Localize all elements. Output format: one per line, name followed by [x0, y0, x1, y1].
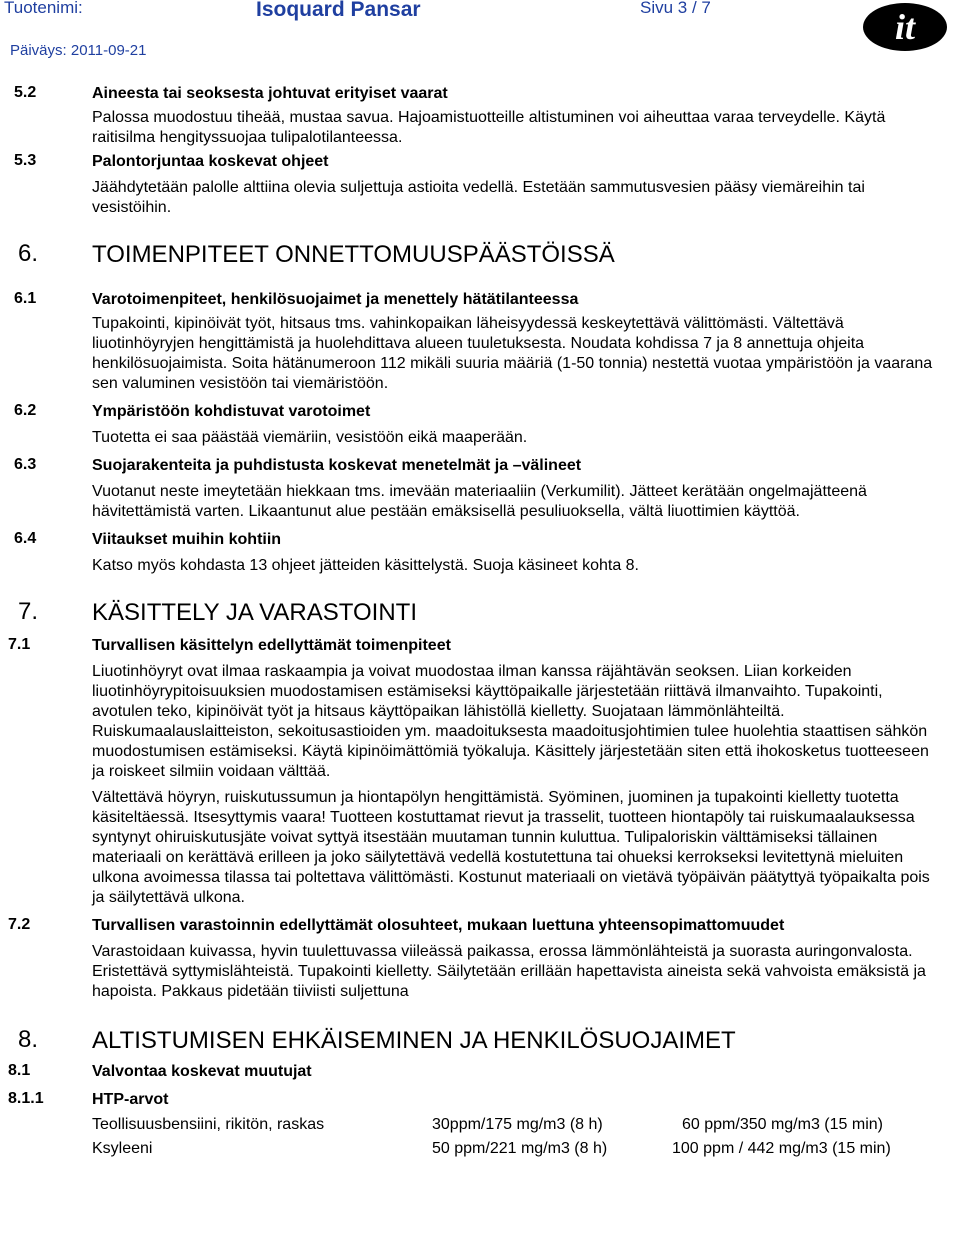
- section-6-3: [0, 456, 960, 522]
- section-number: 8.1.1: [8, 1090, 44, 1107]
- section-7-2: [0, 916, 960, 1002]
- section-number: 6.4: [14, 530, 37, 547]
- section-number: 6.2: [14, 402, 37, 419]
- section-title: Aineesta tai seoksesta johtuvat erityiset vaarat: [92, 85, 448, 102]
- chapter-title: ALTISTUMISEN EHKÄISEMINEN JA HENKILÖSUOJAIMET: [92, 1027, 736, 1054]
- section-5-3: [0, 152, 960, 218]
- section-title: Turvallisen varastoinnin edellyttämät olosuhteet, mukaan luettuna yhteensopimattomuudet: [92, 917, 785, 934]
- section-text: Tupakointi, kipinöivät työt, hitsaus tms. vahinkopaikan läheisyydessä keskeytettävä välittömästi. Vältettävä liuotinhöyryjen hengittämistä ja huolehdittava alueen tuuletuksesta. Noudata kohdissa 7 ja 8 annettuja ohjeita henkilösuojaimista. Soita hätänumeroon 112 mikäli suuria määriä (1-50 tonnia) nestettä vuotaa ympäristöön ja vaarana sen valuminen vesistöön tai viemäristöön.: [92, 315, 933, 392]
- section-8-1: [0, 1062, 960, 1082]
- section-title: Suojarakenteita ja puhdistusta koskevat menetelmät ja –välineet: [92, 457, 582, 474]
- section-title: Valvontaa koskevat muutujat: [92, 1063, 312, 1080]
- section-title: Turvallisen käsittelyn edellyttämät toimenpiteet: [92, 637, 451, 654]
- chapter-title: KÄSITTELY JA VARASTOINTI: [92, 599, 417, 626]
- section-text: Jäähdytetään palolle alttiina olevia suljettuja astioita vedellä. Estetään sammutusvesien pääsy viemäreihin tai vesistöihin.: [92, 179, 865, 216]
- substance-name: Teollisuusbensiini, rikitön, raskas: [92, 1116, 325, 1133]
- section-number: 5.3: [14, 152, 37, 169]
- section-8-1-1: [0, 1090, 960, 1164]
- section-text: Katso myös kohdasta 13 ohjeet jätteiden käsittelystä. Suoja käsineet kohta 8.: [92, 557, 639, 574]
- chapter-number: 7.: [18, 598, 39, 625]
- section-7-1: [0, 636, 960, 908]
- section-title: HTP-arvot: [92, 1091, 169, 1108]
- page-number: Sivu 3 / 7: [640, 0, 711, 17]
- htp-table-row: [92, 1116, 932, 1140]
- document-date: Päiväys: 2011-09-21: [10, 42, 147, 59]
- section-text-2: Vältettävä höyryn, ruiskutussumun ja hiontapölyn hengittämistä. Syöminen, juominen ja tupakointi kielletty tuotetta käsiteltäessä. Itsesyttymis vaara! Tuotteen kostuttamat rievut ja trasselit, tuotteen hiontapöly tai ruiskumaalauksessa syntynyt ohiruiskutusjäte voivat syttyä itsestään muutaman tunnin kuluttua. Tulipaloriskin välttämiseksi tällainen materiaali on kerättävä erilleen ja joko säilytettävä vedellä kostutettuna tai ohueksi kerrokseksi levitettynä mieluiten ulkona avoimessa tilassa tai poltettava välittömästi. Kostunut materiaali on vietävä työpäivän päätyttyä työpaikalta pois ja säilytettävä ulkona.: [92, 789, 930, 906]
- section-text: Varastoidaan kuivassa, hyvin tuulettuvassa viileässä paikassa, erossa lämmönlähteistä ja suorasta auringonvalosta. Eristettävä syttymislähteistä. Tupakointi kielletty. Säilytetään erillään hapettavista aineista sekä vahvoista emäksistä ja hapoista. Pakkaus pidetään tiiviisti suljettuna: [92, 943, 926, 1000]
- it-logo: [862, 2, 948, 52]
- section-number: 5.2: [14, 84, 37, 101]
- logo-text: it: [894, 7, 916, 47]
- section-title: Viitaukset muihin kohtiin: [92, 531, 282, 548]
- htp-15min-value: 60 ppm/350 mg/m3 (15 min): [682, 1116, 883, 1133]
- section-5-2: [0, 84, 960, 148]
- htp-8h-value: 30ppm/175 mg/m3 (8 h): [432, 1116, 603, 1133]
- section-number: 6.3: [14, 456, 37, 473]
- product-name: Isoquard Pansar: [256, 0, 421, 21]
- htp-8h-value: 50 ppm/221 mg/m3 (8 h): [432, 1140, 608, 1157]
- section-number: 7.2: [8, 916, 31, 933]
- section-text: Liuotinhöyryt ovat ilmaa raskaampia ja voivat muodostaa ilman kanssa räjähtävän seoksen. Liian korkeiden liuotinhöyrypitoisuuksien muodostamisen estämiseksi käyttöpaikalle järjestetään riittävä ilmanvaihto. Tupakointi, avotulen teko, kipinöivät työt ja hitsaus käyttöpaikan lähistöllä kielletty. Suojataan lämmönlähteiltä. Ruiskumaalauslaitteiston, sekoitusastioiden ym. maadoituksesta maadoitusjohtimien tulee huolehtia staattisen sähkön muodostumisen estämiseksi. Käytä kipinöimättömiä työkaluja. Käsittely järjestetään siten että ihokosketus tuotteeseen ja roiskeet silmiin voidaan välttää.: [92, 663, 929, 780]
- section-text: Vuotanut neste imeytetään hiekkaan tms. imevään materiaaliin (Verkumilit). Jätteet kerätään ongelmajätteenä hävitettämistä varten. Likaantunut alue pestään emäksisellä pesuliuoksella, vältä liuottimien käyttöä.: [92, 483, 867, 520]
- chapter-6: [0, 240, 960, 270]
- section-number: 8.1: [8, 1062, 31, 1079]
- section-title: Ympäristöön kohdistuvat varotoimet: [92, 403, 371, 420]
- section-6-2: [0, 402, 960, 448]
- section-6-1: [0, 290, 960, 394]
- section-text: Tuotetta ei saa päästää viemäriin, vesistöön eikä maaperään.: [92, 429, 528, 446]
- chapter-8: [0, 1026, 960, 1056]
- chapter-7: [0, 598, 960, 628]
- section-6-4: [0, 530, 960, 576]
- chapter-number: 6.: [18, 240, 39, 267]
- htp-table-row: [92, 1140, 932, 1164]
- section-title: Varotoimenpiteet, henkilösuojaimet ja menettely hätätilanteessa: [92, 291, 579, 308]
- htp-15min-value: 100 ppm / 442 mg/m3 (15 min): [672, 1140, 891, 1157]
- section-title: Palontorjuntaa koskevat ohjeet: [92, 153, 329, 170]
- section-text: Palossa muodostuu tiheää, mustaa savua. Hajoamistuotteille altistuminen voi aiheuttaa varaa terveydelle. Käytä raitisilma hengityssuojaa tulipalotilanteessa.: [92, 109, 886, 146]
- document-body: [0, 84, 960, 1164]
- chapter-title: TOIMENPITEET ONNETTOMUUSPÄÄSTÖISSÄ: [92, 241, 615, 268]
- section-number: 6.1: [14, 290, 37, 307]
- page-header: [0, 0, 960, 84]
- chapter-number: 8.: [18, 1026, 39, 1053]
- section-number: 7.1: [8, 636, 31, 653]
- substance-name: Ksyleeni: [92, 1140, 153, 1157]
- product-label: Tuotenimi:: [4, 0, 83, 17]
